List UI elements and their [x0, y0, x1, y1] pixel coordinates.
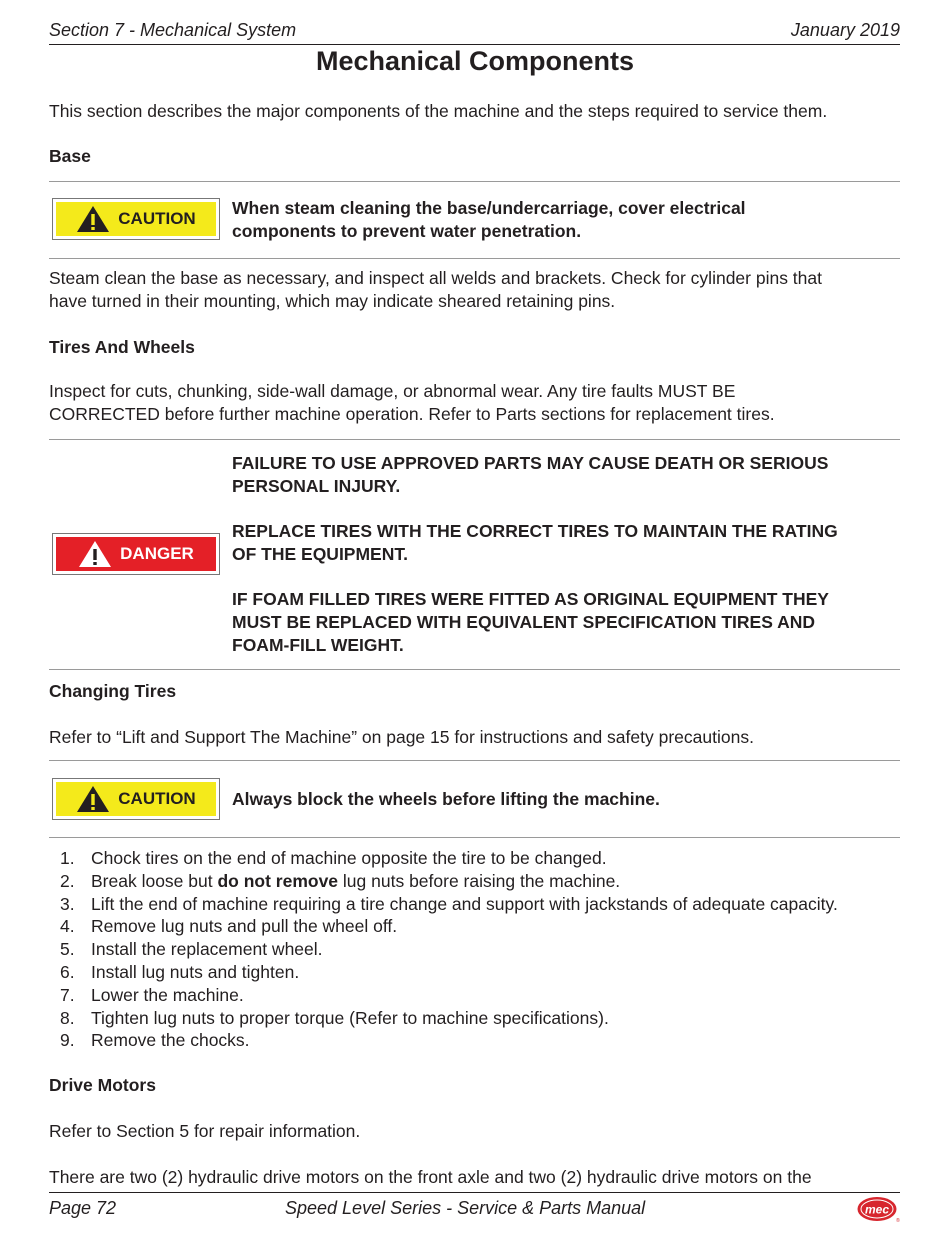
list-item: 6. Install lug nuts and tighten.	[60, 961, 300, 982]
caution-badge	[52, 198, 220, 240]
danger-line: FOAM-FILL WEIGHT.	[232, 635, 404, 655]
page-footer	[49, 1192, 900, 1227]
warning-triangle-icon	[76, 785, 110, 813]
danger-line: FAILURE TO USE APPROVED PARTS MAY CAUSE DEATH OR SERIOUS	[232, 453, 829, 473]
caution-line: When steam cleaning the base/undercarriage, cover electrical	[232, 198, 746, 218]
divider	[49, 669, 900, 670]
list-item: 2. Break loose but do not remove lug nuts before raising the machine.	[60, 870, 621, 891]
page-number: Page 72	[49, 1198, 117, 1218]
danger-line: OF THE EQUIPMENT.	[232, 544, 408, 564]
list-item: 3. Lift the end of machine requiring a tire change and support with jackstands of adequate capacity.	[60, 893, 838, 914]
divider	[49, 181, 900, 182]
list-item: 4. Remove lug nuts and pull the wheel off.	[60, 916, 398, 937]
steps-list	[60, 847, 910, 1052]
danger-line: PERSONAL INJURY.	[232, 476, 401, 496]
danger-line: IF FOAM FILLED TIRES WERE FITTED AS ORIGINAL EQUIPMENT THEY	[232, 589, 829, 609]
paragraph-line: have turned in their mounting, which may indicate sheared retaining pins.	[49, 291, 616, 311]
caution-badge	[52, 778, 220, 820]
drive-paragraph: There are two (2) hydraulic drive motors on the front axle and two (2) hydraulic drive motors on the	[49, 1167, 812, 1187]
warning-triangle-icon	[76, 205, 110, 233]
divider	[49, 837, 900, 838]
danger-line: MUST BE REPLACED WITH EQUIVALENT SPECIFICATION TIRES AND	[232, 612, 816, 632]
header-date: January 2019	[790, 20, 900, 40]
danger-label: DANGER	[120, 544, 194, 563]
list-item: 5. Install the replacement wheel.	[60, 939, 323, 960]
page-header	[49, 20, 900, 45]
intro-paragraph: This section describes the major components of the machine and the steps required to service them.	[49, 101, 828, 121]
base-paragraph	[49, 267, 901, 313]
danger-message	[232, 520, 900, 566]
list-item: 9. Remove the chocks.	[60, 1030, 250, 1051]
changing-reference: Refer to “Lift and Support The Machine” on page 15 for instructions and safety precautions.	[49, 727, 754, 747]
warning-triangle-icon	[78, 540, 112, 568]
list-item: 8. Tighten lug nuts to proper torque (Refer to machine specifications).	[60, 1007, 609, 1028]
list-item: 1. Chock tires on the end of machine opposite the tire to be changed.	[60, 848, 607, 868]
divider	[49, 760, 900, 761]
list-item: 7. Lower the machine.	[60, 984, 244, 1005]
svg-text:®: ®	[896, 1218, 900, 1223]
danger-message	[232, 452, 900, 498]
page-title: Mechanical Components	[315, 46, 635, 76]
paragraph-line: Inspect for cuts, chunking, side-wall damage, or abnormal wear. Any tire faults MUST BE	[49, 381, 736, 401]
svg-text:mec: mec	[864, 1202, 890, 1217]
manual-title: Speed Level Series - Service & Parts Manual	[285, 1198, 646, 1218]
drive-reference: Refer to Section 5 for repair information.	[49, 1121, 361, 1141]
caution-line: components to prevent water penetration.	[232, 221, 582, 241]
caution-label: CAUTION	[118, 789, 196, 808]
paragraph-line: Steam clean the base as necessary, and inspect all welds and brackets. Check for cylinder pins that	[49, 268, 822, 288]
base-heading: Base	[49, 146, 91, 166]
divider	[49, 258, 900, 259]
danger-badge	[52, 533, 220, 575]
emphasis-text: do not remove	[217, 870, 339, 891]
tires-paragraph	[49, 380, 901, 426]
paragraph-line: CORRECTED before further machine operation. Refer to Parts sections for replacement tires.	[49, 404, 775, 424]
caution-message: Always block the wheels before lifting the machine.	[232, 789, 660, 809]
drive-heading: Drive Motors	[49, 1075, 156, 1095]
caution-message	[232, 197, 900, 243]
danger-line: REPLACE TIRES WITH THE CORRECT TIRES TO MAINTAIN THE RATING	[232, 521, 838, 541]
danger-message	[232, 588, 900, 657]
caution-label: CAUTION	[118, 209, 196, 228]
divider	[49, 439, 900, 440]
mec-logo-icon	[856, 1193, 900, 1223]
changing-heading: Changing Tires	[49, 681, 177, 701]
tires-heading: Tires And Wheels	[49, 337, 195, 357]
section-title: Section 7 - Mechanical System	[49, 20, 297, 40]
